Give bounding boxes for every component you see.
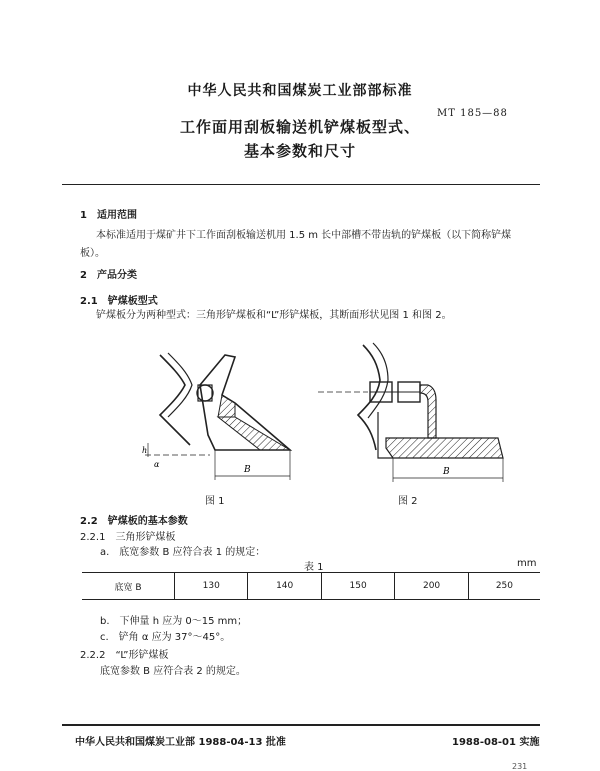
section-2-2-1-item-c: c. 铲角 α 应为 37°～45°。 [100,632,231,643]
table-1-unit: mm [517,558,537,569]
header-rule [62,184,540,185]
section-2-2-1-heading: 2.2.1 三角形铲煤板 [80,532,176,543]
effective-date: 1988-08-01 实施 [452,737,540,748]
footer-rule [62,724,540,726]
section-2-2-2-heading: 2.2.2 “L”形铲煤板 [80,650,169,661]
page-number: 231 [512,762,528,771]
table-cell: 250 [468,573,540,600]
fig1-dim-h: h [142,446,148,455]
section-1-heading: 1 适用范围 [80,210,137,221]
table-cell: 150 [321,573,394,600]
standard-number: MT 185—88 [437,108,508,119]
document-title-line2: 基本参数和尺寸 [243,142,356,160]
section-1-text-line2: 板）。 [80,248,105,259]
table-1 [82,572,540,600]
section-2-heading: 2 产品分类 [80,270,137,281]
figure-1-caption: 图 1 [205,496,225,507]
table-row [82,573,540,600]
section-2-2-heading: 2.2 铲煤板的基本参数 [80,516,188,527]
approval-date: 中华人民共和国煤炭工业部 1988-04-13 批准 [75,737,286,748]
table-cell: 130 [175,573,248,600]
figure-2-caption: 图 2 [398,496,418,507]
issuing-organization: 中华人民共和国煤炭工业部部标准 [187,83,413,99]
fig2-dim-B: B [443,467,450,477]
section-2-2-1-item-a: a. 底宽参数 B 应符合表 1 的规定： [100,547,266,558]
figure-2-l-shaped-plate [318,340,518,485]
table-cell: 200 [395,573,468,600]
figure-1-triangular-plate [140,345,310,485]
table-cell: 140 [248,573,321,600]
fig1-dim-B: B [244,465,251,475]
document-title-line1: 工作面用刮板输送机铲煤板型式、 [179,118,420,136]
table-row-label: 底宽 B [82,573,175,600]
table-1-title: 表 1 [304,562,324,573]
section-2-2-1-item-b: b. 下伸量 h 应为 0～15 mm； [100,616,248,627]
fig1-dim-alpha: α [154,460,160,469]
section-2-1-heading: 2.1 铲煤板型式 [80,296,158,307]
section-2-1-text: 铲煤板分为两种型式：三角形铲煤板和“L”形铲煤板，其断面形状见图 1 和图 2。 [96,310,452,321]
section-2-2-2-text: 底宽参数 B 应符合表 2 的规定。 [100,666,246,677]
section-1-text-line1: 本标准适用于煤矿井下工作面刮板输送机用 1.5 m 长中部槽不带齿轨的铲煤板（以下简称铲煤 [96,230,512,241]
